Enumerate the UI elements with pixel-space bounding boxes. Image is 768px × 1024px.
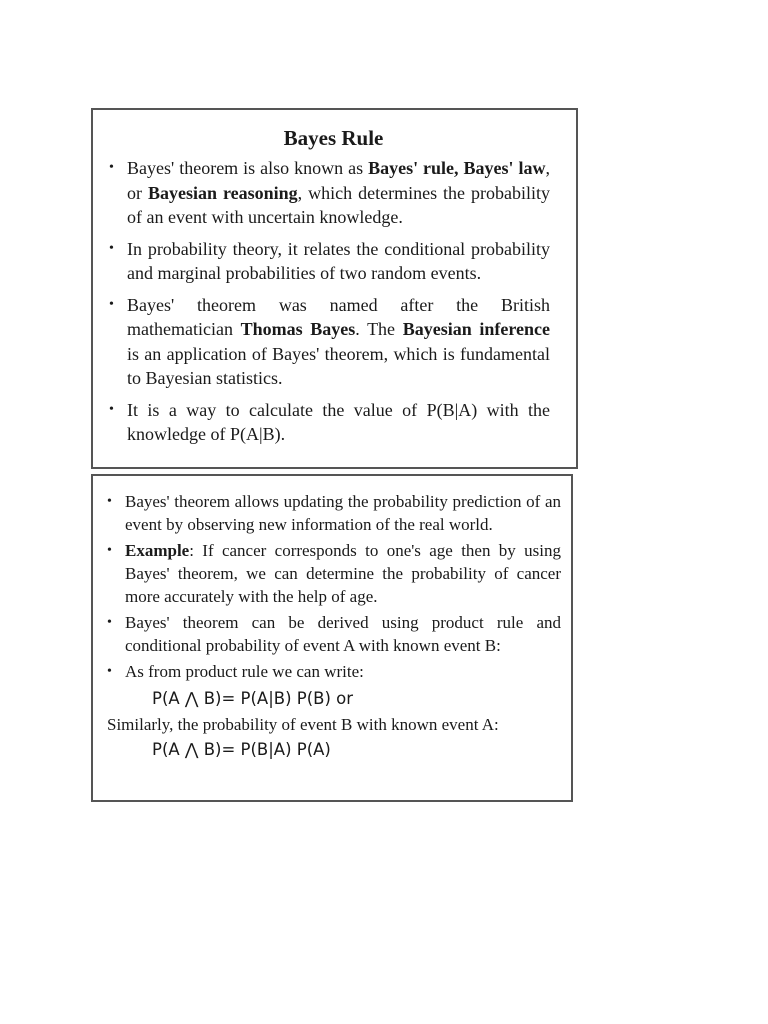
bullet-dot-icon: • (107, 664, 112, 679)
bold-term: Bayesian inference (402, 319, 550, 340)
slide-bayes-rule (91, 108, 578, 469)
bullet-dot-icon: • (109, 160, 114, 176)
bullet-item: • Bayes' theorem allows updating the probability prediction of an event by observing new information of the real world. (107, 492, 561, 534)
bold-term: Example (125, 541, 190, 560)
bullet-item: • As from product rule we can write: (107, 662, 364, 681)
bullet-dot-icon: • (109, 296, 114, 312)
formula-product-rule-reverse: P(A ⋀ B)= P(B|A) P(A) (152, 740, 331, 759)
bold-term: Thomas Bayes (240, 319, 356, 340)
bullet-dot-icon: • (109, 401, 114, 417)
bullet-item: • It is a way to calculate the value of P(B|A) with the knowledge of P(A|B). (109, 399, 550, 445)
bullet-list (109, 156, 550, 447)
bullet-item: • Bayes' theorem was named after the British mathematician Thomas Bayes. The Bayesian inference is an application of Bayes' theorem, which is fundamental to Bayesian statistics. (109, 294, 550, 389)
bold-term: Bayesian reasoning (147, 182, 298, 203)
bullet-dot-icon: • (107, 543, 112, 558)
slide-title: Bayes Rule (283, 126, 384, 150)
similarly-text: Similarly, the probability of event B with known event A: (107, 715, 499, 734)
bullet-item: • Example: If cancer corresponds to one's age then by using Bayes' theorem, we can determine the probability of cancer more accurately with the help of age. (107, 541, 561, 606)
slide-bayes-derivation (91, 474, 573, 802)
bullet-item: • Bayes' theorem can be derived using product rule and conditional probability of event A with known event B: (107, 613, 561, 655)
bullet-item: • Bayes' theorem is also known as Bayes' rule, Bayes' law, or Bayesian reasoning, which determines the probability of an event with uncertain knowledge. (109, 158, 551, 228)
bullet-dot-icon: • (107, 494, 112, 509)
bullet-dot-icon: • (107, 615, 112, 630)
bullet-item: • In probability theory, it relates the conditional probability and marginal probabilities of two random events. (109, 238, 550, 284)
bold-term: Bayes' rule, Bayes' law (368, 158, 546, 179)
bullet-list (107, 490, 561, 683)
formula-product-rule: P(A ⋀ B)= P(A|B) P(B) or (152, 689, 354, 708)
bullet-dot-icon: • (109, 240, 114, 256)
